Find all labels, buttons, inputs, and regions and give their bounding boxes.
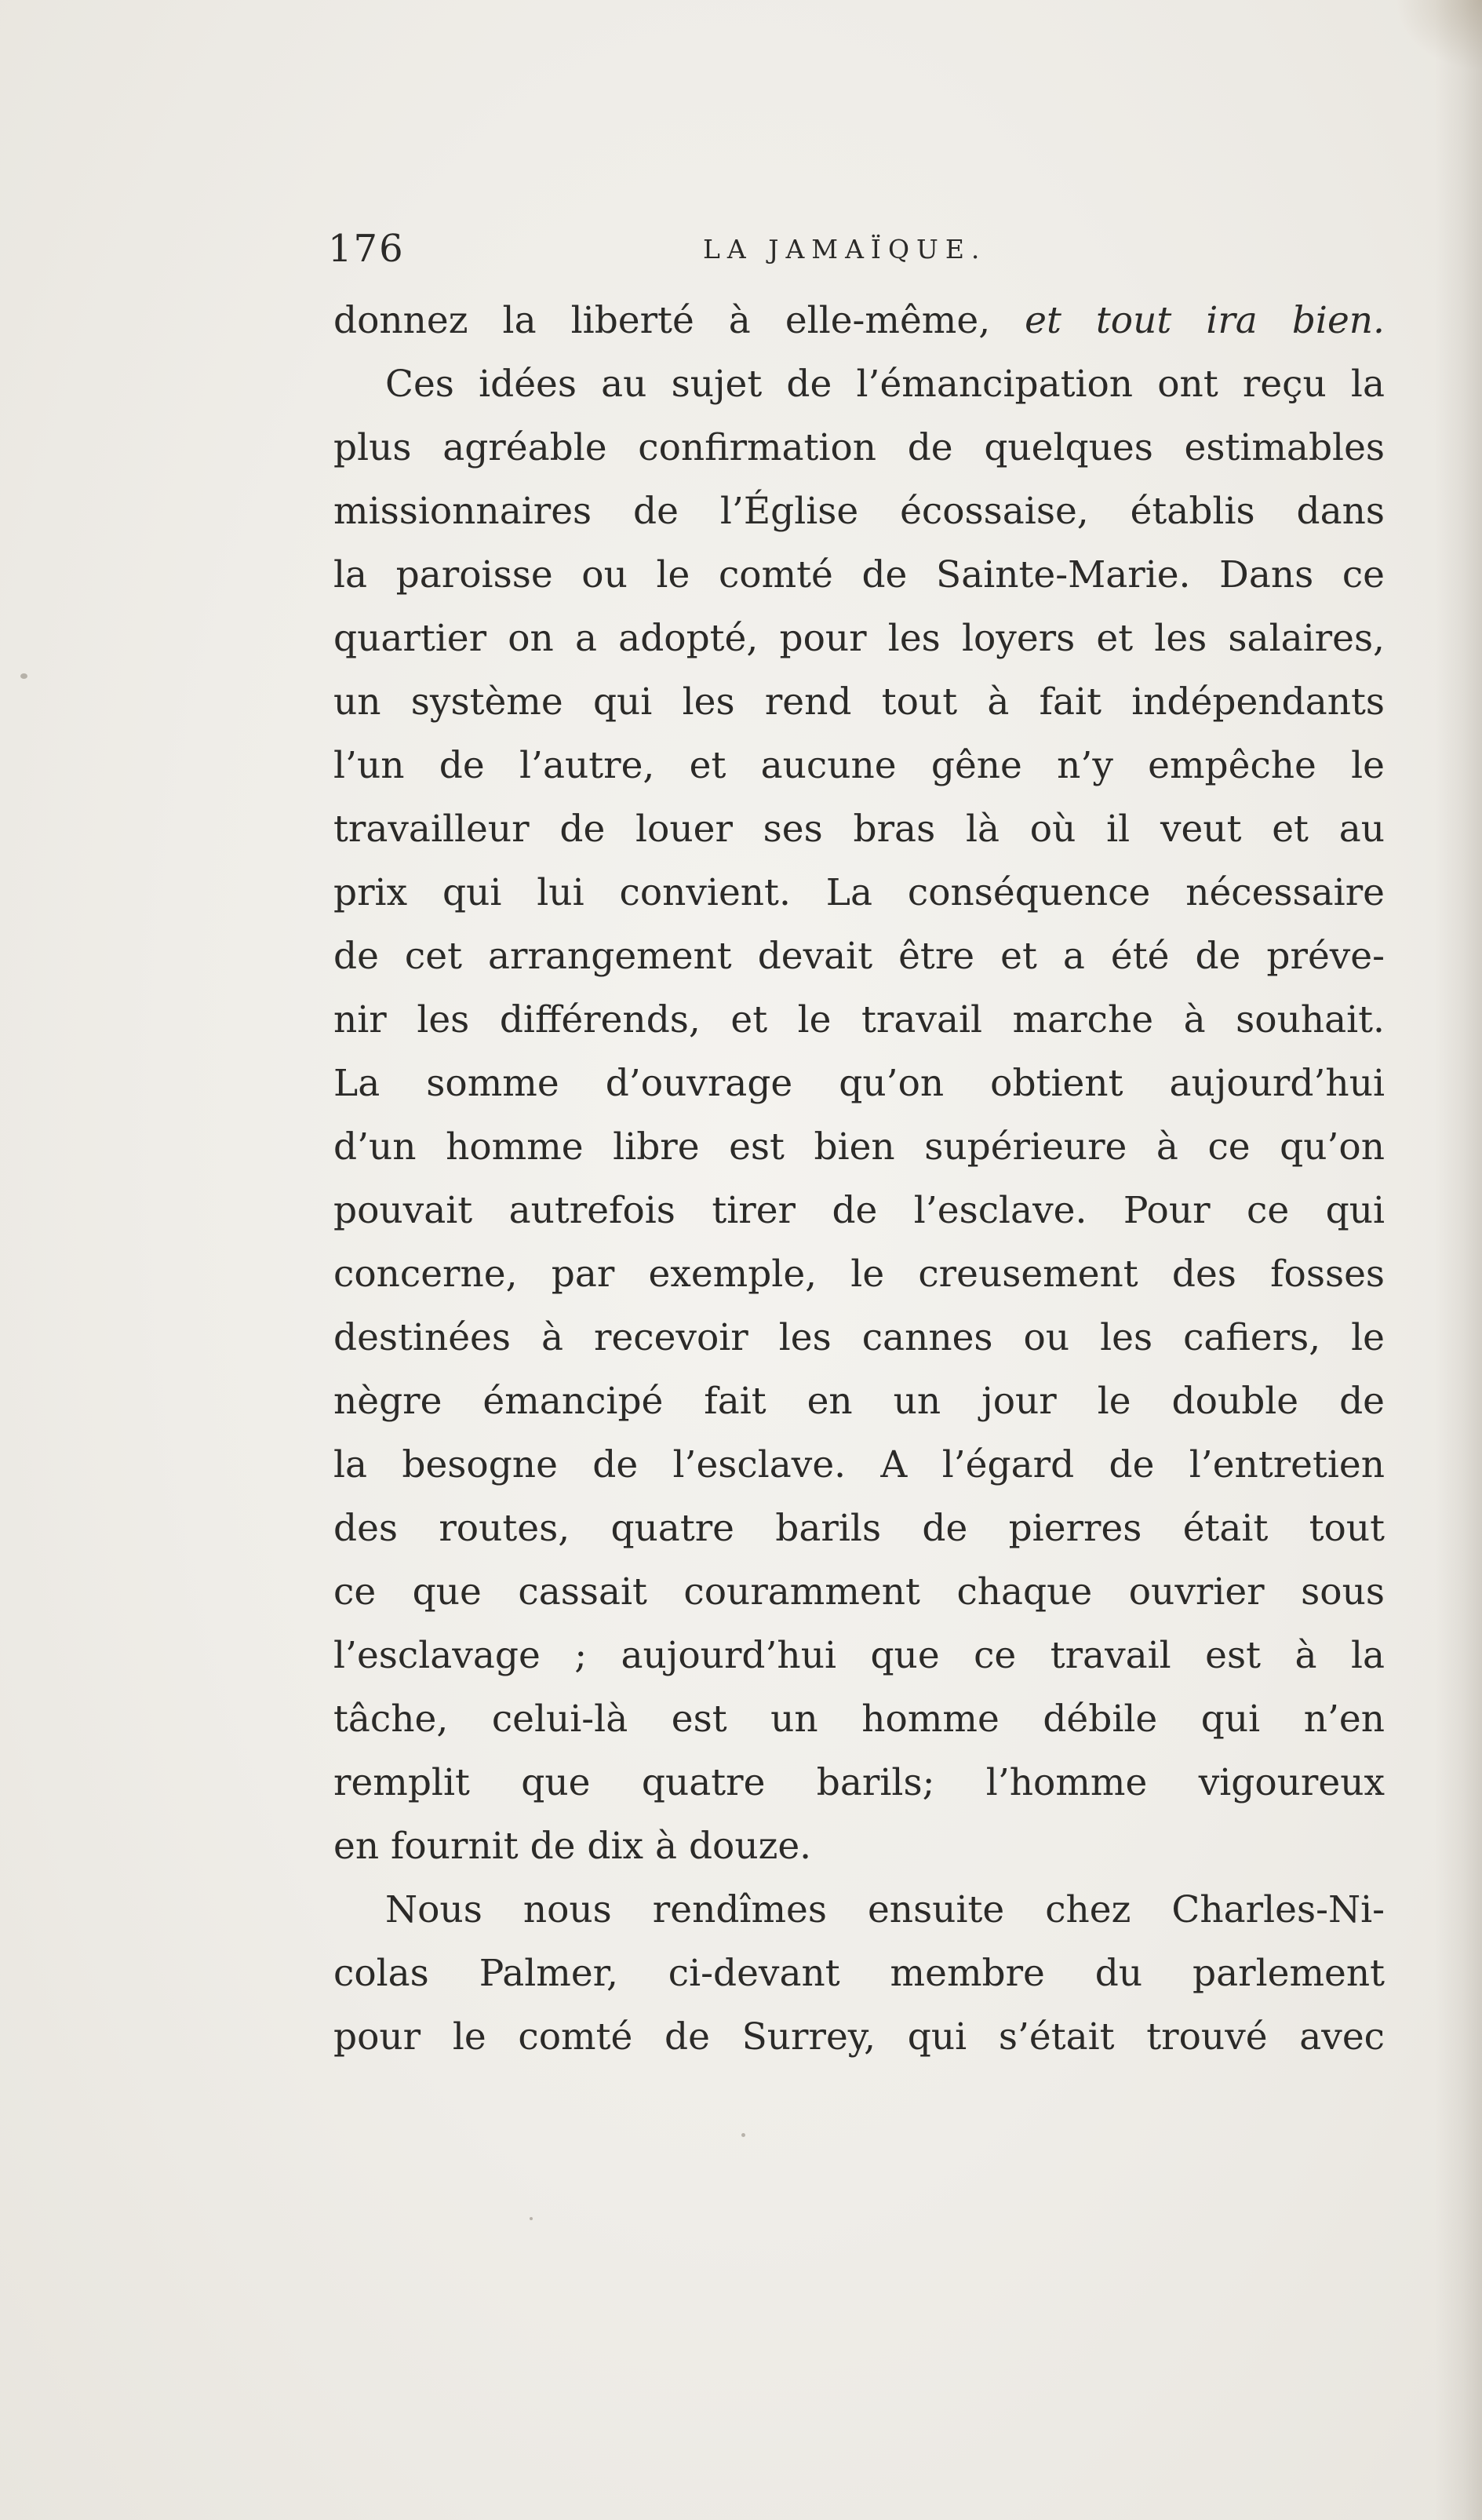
- paper-speck: [741, 2133, 745, 2137]
- body-text: [333, 289, 1385, 2094]
- paragraph-start: Nous nous rendîmes ensuite chez Charles-Ni-: [385, 1888, 1385, 1931]
- text-line: ce que cassait couramment chaque ouvrier sous: [333, 1570, 1385, 1614]
- text-line: tâche, celui-là est un homme débile qui n’en: [333, 1698, 1385, 1741]
- paper-speck: [530, 2217, 533, 2220]
- text-line: plus agréable confirmation de quelques estimables: [333, 426, 1385, 469]
- text-line: la paroisse ou le comté de Sainte-Marie. Dans ce: [333, 553, 1385, 596]
- text-line: missionnaires de l’Église écossaise, établis dans: [333, 490, 1385, 533]
- text-line: prix qui lui convient. La conséquence nécessaire: [333, 871, 1385, 914]
- text-line: de cet arrangement devait être et a été de préve-: [333, 935, 1385, 978]
- text-line: nir les différends, et le travail marche à souhait.: [333, 998, 1385, 1041]
- text-line: colas Palmer, ci-devant membre du parlement: [333, 1952, 1385, 1995]
- text-line: destinées à recevoir les cannes ou les cafiers, le: [333, 1316, 1385, 1359]
- page-number: 176: [328, 227, 405, 271]
- running-head: LA JAMAÏQUE.: [703, 234, 987, 264]
- text-line: la besogne de l’esclave. A l’égard de l’entretien: [333, 1443, 1385, 1486]
- text-line: [333, 289, 1385, 352]
- text-line: l’esclavage ; aujourd’hui que ce travail est à la: [333, 1634, 1385, 1677]
- text-line: pour le comté de Surrey, qui s’était trouvé avec: [333, 2015, 1385, 2059]
- text-line: La somme d’ouvrage qu’on obtient aujourd’hui: [333, 1062, 1385, 1105]
- text-line: remplit que quatre barils; l’homme vigoureux: [333, 1761, 1385, 1804]
- corner-stain: [1396, 0, 1482, 71]
- text-line: travailleur de louer ses bras là où il veut et au: [333, 808, 1385, 851]
- italic-phrase: et tout ira bien.: [1025, 299, 1385, 342]
- page-edge-shadow: [1435, 0, 1482, 2520]
- text-line: l’un de l’autre, et aucune gêne n’y empêche le: [333, 744, 1385, 787]
- text-line: pouvait autrefois tirer de l’esclave. Pour ce qui: [333, 1189, 1385, 1232]
- text-line: nègre émancipé fait en un jour le double de: [333, 1380, 1385, 1423]
- paragraph-end: en fournit de dix à douze.: [333, 1825, 812, 1868]
- text-line-start: donnez la liberté à elle-même,: [333, 299, 1025, 342]
- paragraph-start: Ces idées au sujet de l’émancipation ont reçu la: [385, 363, 1385, 406]
- text-line: concerne, par exemple, le creusement des fosses: [333, 1253, 1385, 1296]
- paper-speck: [20, 673, 27, 679]
- text-line: quartier on a adopté, pour les loyers et les salaires,: [333, 617, 1385, 660]
- text-line: des routes, quatre barils de pierres était tout: [333, 1507, 1385, 1550]
- text-line: un système qui les rend tout à fait indépendants: [333, 680, 1385, 724]
- page-header: [328, 221, 1387, 276]
- text-line: d’un homme libre est bien supérieure à ce qu’on: [333, 1125, 1385, 1169]
